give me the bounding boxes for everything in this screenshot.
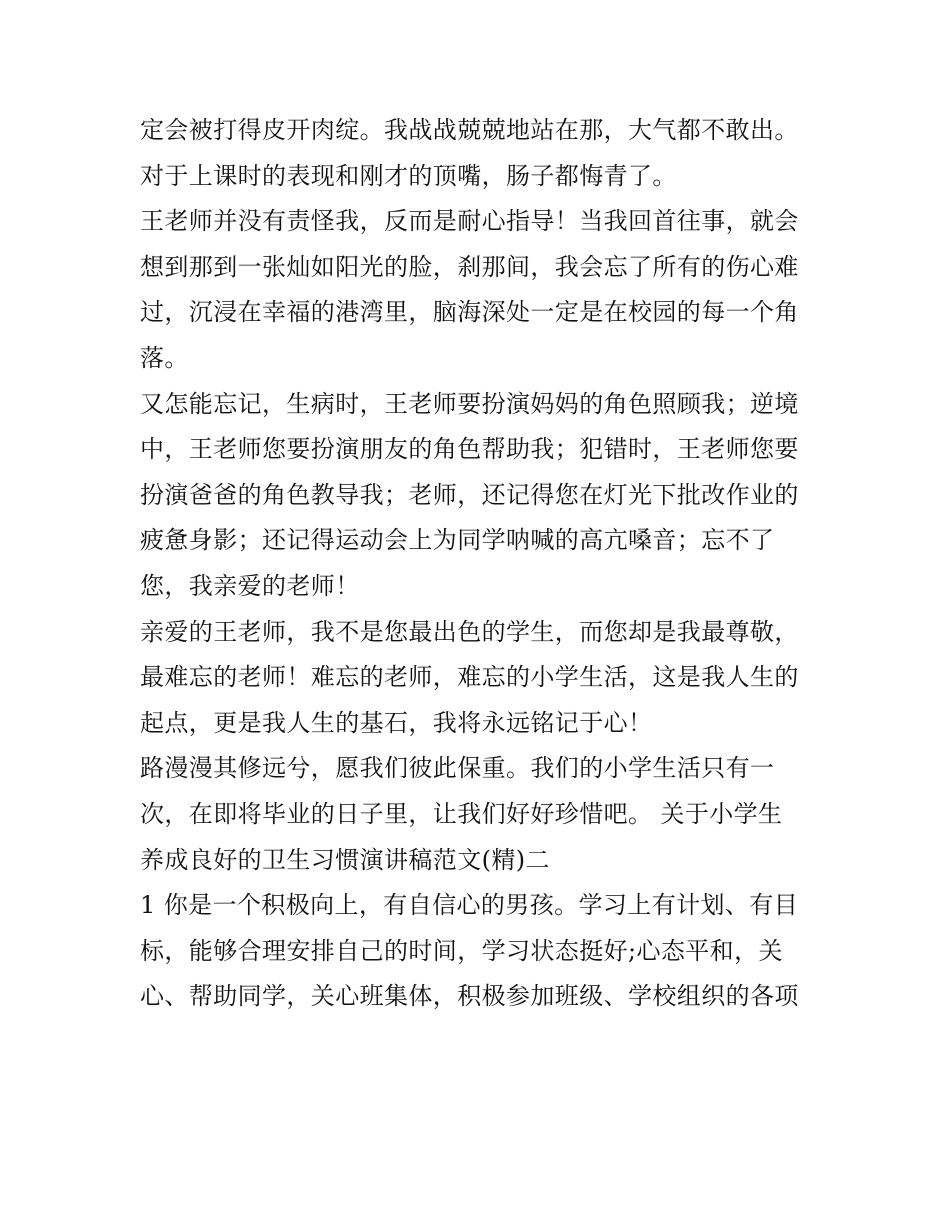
text-line: 路漫漫其修远兮，愿我们彼此保重。我们的小学生活只有一	[140, 754, 775, 783]
text-line: 标，能够合理安排自己的时间，学习状态挺好;心态平和，关	[140, 936, 783, 965]
text-line: 次，在即将毕业的日子里，让我们好好珍惜吧。 关于小学生	[140, 799, 783, 828]
text-line: 您，我亲爱的老师！	[140, 571, 360, 600]
document-body	[140, 108, 820, 1020]
text-line: 王老师并没有责怪我，反而是耐心指导！当我回首往事，就会	[140, 207, 799, 236]
text-line: 养成良好的卫生习惯演讲稿范文(精)二	[140, 845, 550, 874]
text-line: 对于上课时的表现和刚才的顶嘴，肠子都悔青了。	[140, 161, 677, 190]
text-line: 定会被打得皮开肉绽。我战战兢兢地站在那，大气都不敢出。	[140, 116, 799, 144]
text-line: 1 你是一个积极向上，有自信心的男孩。学习上有计划、有目	[140, 891, 799, 920]
text-line: 中，王老师您要扮演朋友的角色帮助我；犯错时，王老师您要	[140, 435, 799, 464]
text-line: 扮演爸爸的角色教导我；老师，还记得您在灯光下批改作业的	[140, 480, 799, 509]
text-line: 心、帮助同学，关心班集体，积极参加班级、学校组织的各项	[140, 982, 799, 1011]
text-line: 又怎能忘记，生病时，王老师要扮演妈妈的角色照顾我；逆境	[140, 389, 799, 418]
text-line: 起点，更是我人生的基石，我将永远铭记于心！	[140, 708, 653, 737]
text-line: 最难忘的老师！难忘的老师，难忘的小学生活，这是我人生的	[140, 663, 799, 692]
text-line: 疲惫身影；还记得运动会上为同学呐喊的高亢嗓音；忘不了	[140, 526, 775, 555]
text-line: 亲爱的王老师，我不是您最出色的学生，而您却是我最尊敬，	[140, 617, 799, 646]
text-line: 过，沉浸在幸福的港湾里，脑海深处一定是在校园的每一个角	[140, 298, 799, 327]
text-line: 落。	[140, 343, 189, 372]
text-line: 想到那到一张灿如阳光的脸，刹那间，我会忘了所有的伤心难	[140, 252, 799, 281]
